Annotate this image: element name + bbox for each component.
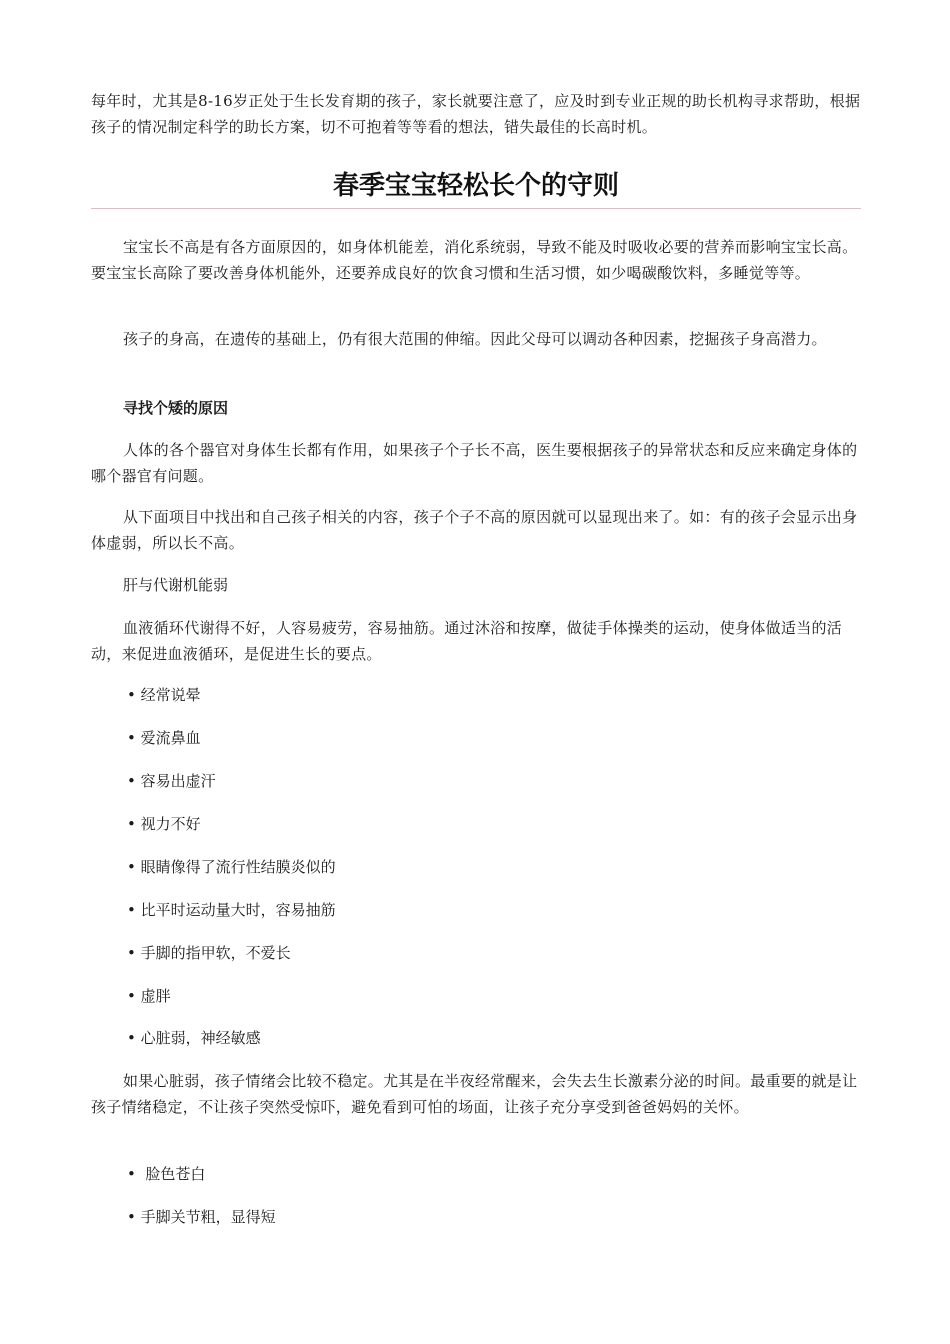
list-item: • 眼睛像得了流行性结膜炎似的 <box>127 858 336 876</box>
title-divider <box>91 208 861 209</box>
list-item: • 比平时运动量大时，容易抽筋 <box>127 901 336 919</box>
paragraph-1: 宝宝长不高是有各方面原因的，如身体机能差，消化系统弱，导致不能及时吸收必要的营养而影响宝宝长高。要宝宝长高除了要改善身体机能外，还要养成良好的饮食习惯和生活习惯，如少喝碳酸饮料，多睡觉等等。 <box>91 238 858 282</box>
paragraph-5: 血液循环代谢得不好，人容易疲劳，容易抽筋。通过沐浴和按摩，做徒手体操类的运动，使身体做适当的活动，来促进血液循环，是促进生长的要点。 <box>91 619 843 663</box>
list-item: • 心脏弱，神经敏感 <box>127 1029 261 1047</box>
intro-paragraph: 每年时，尤其是8-16岁正处于生长发育期的孩子，家长就要注意了，应及时到专业正规的助长机构寻求帮助，根据孩子的情况制定科学的助长方案，切不可抱着等等看的想法，错失最佳的长高时机。 <box>91 92 861 136</box>
paragraph-3: 人体的各个器官对身体生长都有作用，如果孩子个子长不高，医生要根据孩子的异常状态和反应来确定身体的哪个器官有问题。 <box>91 441 858 485</box>
paragraph-6: 如果心脏弱，孩子情绪会比较不稳定。尤其是在半夜经常醒来，会失去生长激素分泌的时间。最重要的就是让孩子情绪稳定，不让孩子突然受惊吓，避免看到可怕的场面，让孩子充分享受到爸爸妈妈的关怀。 <box>91 1072 858 1116</box>
page-title: 春季宝宝轻松长个的守则 <box>332 171 619 201</box>
list-item: • 经常说晕 <box>127 686 201 704</box>
list-item: • 虚胖 <box>127 987 171 1005</box>
subheading: 肝与代谢机能弱 <box>123 576 229 594</box>
section-heading: 寻找个矮的原因 <box>123 399 229 417</box>
list-item: • 手脚关节粗，显得短 <box>127 1208 276 1226</box>
list-item: • 爱流鼻血 <box>127 729 201 747</box>
paragraph-4: 从下面项目中找出和自己孩子相关的内容，孩子个子不高的原因就可以显现出来了。如：有的孩子会显示出身体虚弱，所以长不高。 <box>91 508 858 552</box>
list-item: • 视力不好 <box>127 815 201 833</box>
list-item: • 手脚的指甲软，不爱长 <box>127 944 291 962</box>
list-item: • 容易出虚汗 <box>127 772 216 790</box>
paragraph-2: 孩子的身高，在遗传的基础上，仍有很大范围的伸缩。因此父母可以调动各种因素，挖掘孩子身高潜力。 <box>123 330 827 348</box>
list-item: • 脸色苍白 <box>127 1165 206 1183</box>
